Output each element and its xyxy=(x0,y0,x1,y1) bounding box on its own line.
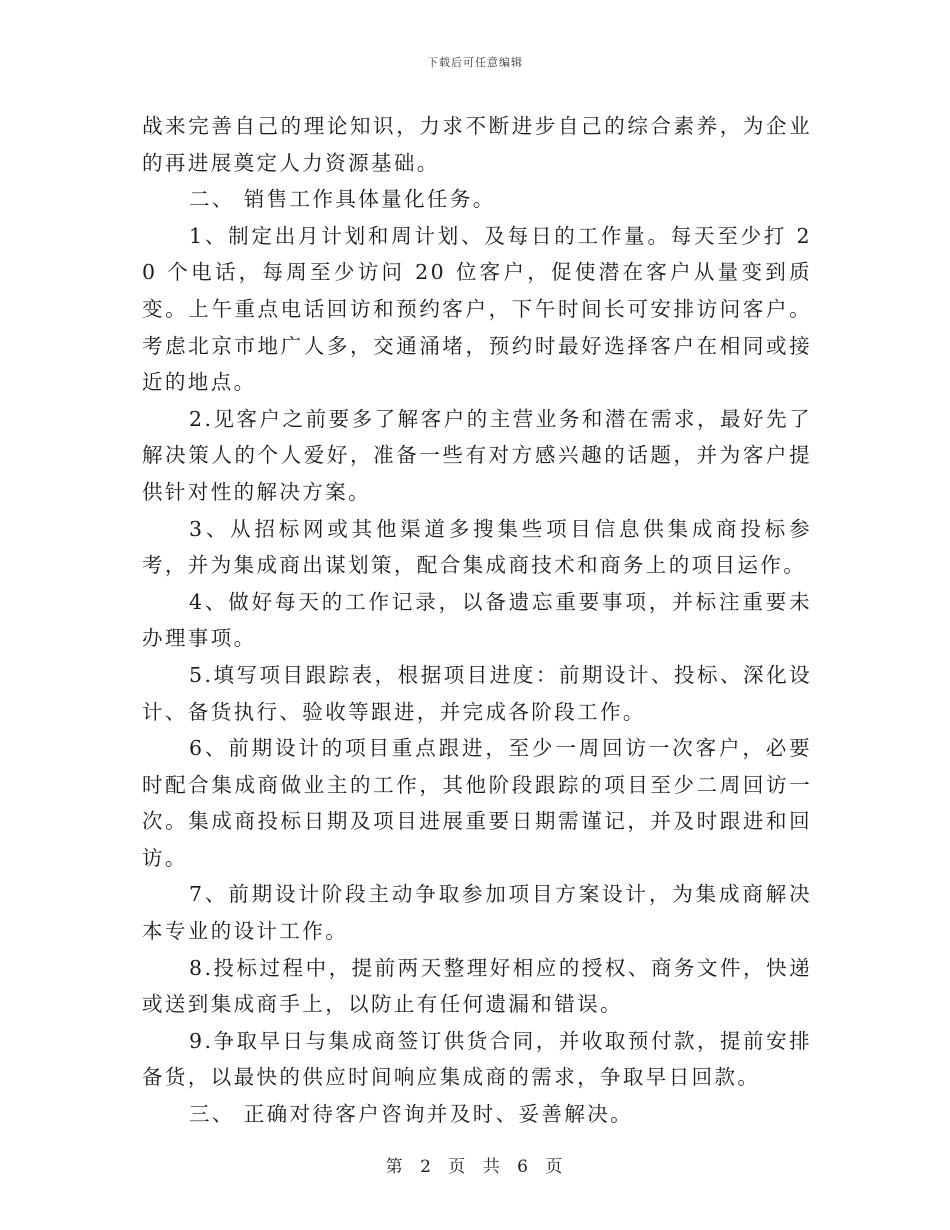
page-footer xyxy=(0,1152,950,1177)
task-item-2: 2.见客户之前要多了解客户的主营业务和潜在需求，最好先了解决策人的个人爱好，准备一些有对方感兴趣的话题，并为客户提供针对性的解决方案。 xyxy=(142,406,812,504)
document-body xyxy=(142,108,812,1133)
task-item-5: 5.填写项目跟踪表，根据项目进度：前期设计、投标、深化设计、备货执行、验收等跟进，并完成各阶段工作。 xyxy=(142,662,812,724)
total-page-count: 6 xyxy=(517,1157,530,1177)
task-item-4: 4、做好每天的工作记录，以备遗忘重要事项，并标注重要未办理事项。 xyxy=(142,589,812,651)
page-header: 下载后可任意编辑 xyxy=(427,56,523,69)
task-item-7: 7、前期设计阶段主动争取参加项目方案设计，为集成商解决本专业的设计工作。 xyxy=(142,882,812,944)
footer-prefix: 第 xyxy=(385,1157,405,1177)
section-heading-3: 三、 正确对待客户咨询并及时、妥善解决。 xyxy=(189,1102,634,1127)
current-page-number: 2 xyxy=(420,1157,433,1177)
footer-page-word: 页 xyxy=(448,1157,468,1177)
task-item-1: 1、制定出月计划和周计划、及每日的工作量。每天至少打 20 个电话，每周至少访问 20 位客户，促使潜在客户从量变到质变。上午重点电话回访和预约客户，下午时间长可安排访问客户。考虑北京市地广人多，交通涌堵，预约时最好选择客户在相同或接近的地点。 xyxy=(142,223,812,395)
task-item-9: 9.争取早日与集成商签订供货合同，并收取预付款，提前安排备货，以最快的供应时间响应集成商的需求，争取早日回款。 xyxy=(142,1028,812,1090)
paragraph-continuation: 战来完善自己的理论知识，力求不断进步自己的综合素养，为企业的再进展奠定人力资源基础。 xyxy=(142,114,812,175)
footer-suffix: 页 xyxy=(545,1157,565,1177)
footer-total-word: 共 xyxy=(482,1157,502,1177)
task-item-6: 6、前期设计的项目重点跟进，至少一周回访一次客户，必要时配合集成商做业主的工作，其他阶段跟踪的项目至少二周回访一次。集成商投标日期及项目进展重要日期需谨记，并及时跟进和回访。 xyxy=(142,736,812,870)
task-item-8: 8.投标过程中，提前两天整理好相应的授权、商务文件，快递或送到集成商手上，以防止有任何遗漏和错误。 xyxy=(142,955,812,1017)
section-heading-2: 二、 销售工作具体量化任务。 xyxy=(189,187,496,212)
task-item-3: 3、从招标网或其他渠道多搜集些项目信息供集成商投标参考，并为集成商出谋划策，配合集成商技术和商务上的项目运作。 xyxy=(142,516,812,578)
